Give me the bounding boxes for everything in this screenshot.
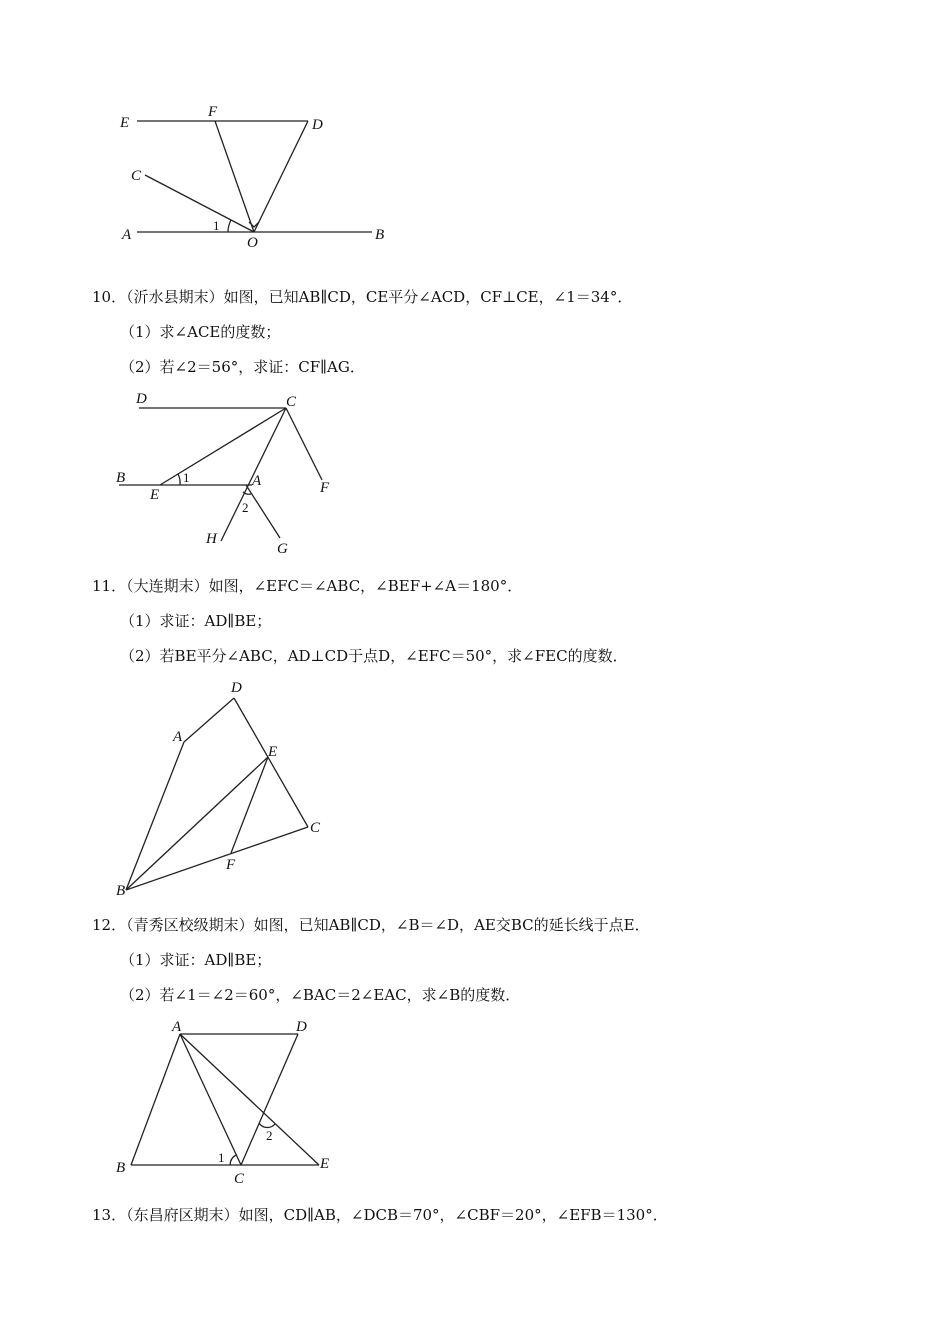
segment-ab (131, 1034, 180, 1165)
label-e: E (268, 744, 278, 760)
label-c: C (131, 168, 142, 184)
label-d: D (231, 680, 242, 696)
label-a: A (252, 473, 262, 489)
problem-13-stem: 13．（东昌府区期末）如图，CD∥AB，∠DCB＝70°，∠CBF＝20°，∠EFB＝130°． (92, 1206, 668, 1224)
label-b: B (375, 227, 385, 243)
segment-ac (180, 1034, 241, 1165)
label-c: C (310, 820, 321, 836)
label-angle-2: 2 (242, 500, 249, 515)
label-f: F (208, 104, 218, 120)
label-b: B (116, 470, 126, 486)
label-angle-1: 1 (213, 218, 220, 233)
problem-12-stem: 12．（青秀区校级期末）如图，已知AB∥CD，∠B＝∠D，AE交BC的延长线于点E． (92, 916, 650, 934)
label-e: E (320, 1156, 330, 1172)
problem-12-part-2: （2）若∠1＝∠2＝60°，∠BAC＝2∠EAC，求∠B的度数． (120, 986, 521, 1004)
problem-10-part-2: （2）若∠2＝56°，求证：CF∥AG． (120, 358, 365, 376)
label-a: A (172, 1019, 182, 1035)
label-angle-1: 1 (183, 470, 190, 485)
label-e: E (150, 487, 160, 503)
label-f: F (320, 480, 330, 496)
problem-11-part-2: （2）若BE平分∠ABC，AD⊥CD于点D，∠EFC＝50°，求∠FEC的度数． (120, 647, 628, 665)
angle-1-arc (230, 1155, 236, 1165)
problem-12-part-1: （1）求证：AD∥BE； (120, 951, 272, 969)
label-e: E (120, 115, 130, 131)
angle-2-arc (259, 1123, 275, 1128)
label-b: B (116, 883, 126, 899)
label-a: A (122, 227, 132, 243)
label-d: D (296, 1019, 307, 1035)
label-o: O (247, 235, 258, 251)
label-b: B (116, 1160, 126, 1176)
label-h: H (206, 531, 217, 547)
label-g: G (277, 541, 288, 557)
label-c: C (286, 394, 297, 410)
problem-10-part-1: （1）求∠ACE的度数； (120, 323, 281, 341)
label-a: A (173, 729, 183, 745)
label-d: D (136, 391, 147, 407)
label-c: C (234, 1171, 245, 1187)
problem-11-stem: 11．（大连期末）如图，∠EFC＝∠ABC，∠BEF+∠A＝180°． (92, 577, 523, 595)
label-f: F (226, 857, 236, 873)
label-angle-1: 1 (218, 1150, 225, 1165)
problem-10-stem: 10．（沂水县期末）如图，已知AB∥CD，CE平分∠ACD，CF⊥CE，∠1＝34°． (92, 288, 633, 306)
problem-11-part-1: （1）求证：AD∥BE； (120, 612, 272, 630)
label-d: D (312, 117, 323, 133)
label-angle-2: 2 (266, 1128, 273, 1143)
